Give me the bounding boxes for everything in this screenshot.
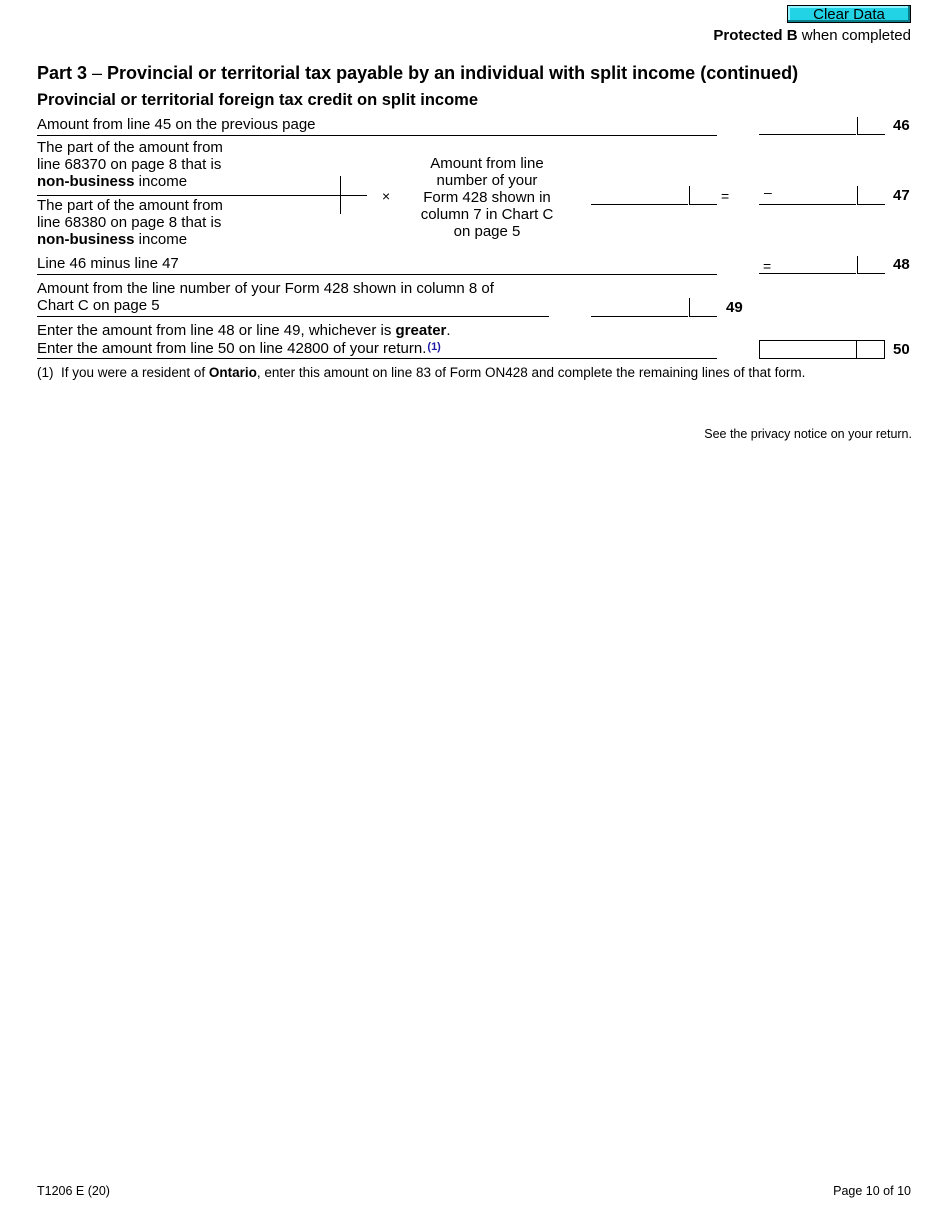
line-50-label-2-text: Enter the amount from line 50 on line 42800 of your return.	[37, 340, 427, 357]
fraction-field-divider	[340, 176, 341, 214]
section-subtitle: Provincial or territorial foreign tax credit on split income	[37, 91, 479, 109]
numerator-line-1: The part of the amount from	[37, 139, 223, 156]
line-48-equals-sign: =	[763, 258, 772, 274]
footnote-bold: Ontario	[208, 365, 257, 380]
line-48-label: Line 46 minus line 47	[37, 255, 179, 272]
line-47-numerator	[37, 139, 223, 190]
multiplier-line-5: on page 5	[453, 223, 521, 240]
line-50-label	[37, 322, 451, 357]
line-49-dollars-input[interactable]	[591, 298, 688, 317]
line-46-number: 46	[893, 117, 910, 134]
part-title-text: Provincial or territorial tax payable by an individual with split income (continued)	[107, 63, 799, 83]
line-47-rate-dollars-input[interactable]	[591, 186, 688, 205]
line-50-number: 50	[893, 341, 910, 358]
multiplier-line-4: column 7 in Chart C	[420, 206, 554, 223]
denominator-suffix: income	[134, 231, 188, 248]
line-46-rule	[37, 135, 717, 136]
line-49-rule	[37, 316, 549, 317]
protected-b-label: Protected B	[713, 27, 798, 44]
line-46-cents-input[interactable]	[857, 117, 885, 135]
numerator-line-3	[37, 173, 223, 190]
line-47-denominator	[37, 197, 223, 248]
line-47-equals-sign: =	[721, 188, 730, 204]
denominator-line-3	[37, 231, 223, 248]
line-47-minus-sign: –	[764, 184, 772, 200]
part-number: Part 3	[37, 63, 88, 83]
line-48-dollars-input[interactable]	[759, 256, 856, 274]
clear-data-button[interactable]: Clear Data	[787, 5, 911, 23]
line-49-cents-input[interactable]	[689, 298, 717, 317]
line-50-cents-input[interactable]	[856, 340, 885, 359]
line-50-dollars-input[interactable]	[759, 340, 857, 359]
footnote-text-a: If you were a resident of	[61, 365, 209, 380]
line-48-rule	[37, 274, 717, 275]
footnote	[37, 365, 805, 380]
numerator-suffix: income	[134, 173, 188, 190]
footnote-ref-link[interactable]: (1)	[427, 341, 441, 353]
part-title	[37, 63, 798, 84]
line-47-number: 47	[893, 187, 910, 204]
denominator-line-1: The part of the amount from	[37, 197, 223, 214]
form-identifier: T1206 E (20)	[37, 1184, 110, 1198]
line-48-cents-input[interactable]	[857, 256, 885, 274]
denominator-bold: non-business	[37, 231, 135, 248]
line-46-label: Amount from line 45 on the previous page	[37, 116, 316, 133]
line-47-numerator-input[interactable]	[250, 176, 340, 195]
multiplier-line-3: Form 428 shown in	[423, 189, 551, 206]
line-49-label	[37, 280, 494, 314]
part-dash: –	[87, 63, 108, 83]
protected-b-notice	[713, 27, 911, 44]
protected-b-suffix: when completed	[797, 27, 911, 44]
multiplier-line-1: Amount from line	[430, 155, 544, 172]
line-47-dollars-input[interactable]	[759, 186, 856, 205]
footnote-marker: (1)	[37, 365, 54, 380]
line-47-cents-input[interactable]	[857, 186, 885, 205]
line-50-label-period: .	[446, 322, 451, 339]
privacy-notice: See the privacy notice on your return.	[704, 427, 912, 441]
line-50-label-1	[37, 322, 451, 339]
line-50-rule	[37, 358, 717, 359]
multiplier-line-2: number of your	[436, 172, 538, 189]
line-49-label-2: Chart C on page 5	[37, 297, 160, 314]
page-number: Page 10 of 10	[833, 1184, 911, 1198]
numerator-line-2: line 68370 on page 8 that is	[37, 156, 222, 173]
numerator-bold: non-business	[37, 173, 135, 190]
line-50-label-bold: greater	[395, 322, 447, 339]
multiply-sign: ×	[382, 188, 391, 204]
line-46-dollars-input[interactable]	[759, 117, 856, 135]
line-47-multiplier-label	[412, 155, 562, 240]
line-47-denominator-input[interactable]	[250, 196, 340, 214]
denominator-line-2: line 68380 on page 8 that is	[37, 214, 222, 231]
line-49-label-1: Amount from the line number of your Form 428 shown in column 8 of	[37, 280, 494, 297]
line-47-rate-cents-input[interactable]	[689, 186, 717, 205]
footnote-text-b: , enter this amount on line 83 of Form ON428 and complete the remaining lines of that form.	[256, 365, 806, 380]
line-50-label-1a: Enter the amount from line 48 or line 49, whichever is	[37, 322, 396, 339]
line-49-number: 49	[726, 299, 743, 316]
line-48-number: 48	[893, 256, 910, 273]
line-50-label-2	[37, 339, 451, 357]
